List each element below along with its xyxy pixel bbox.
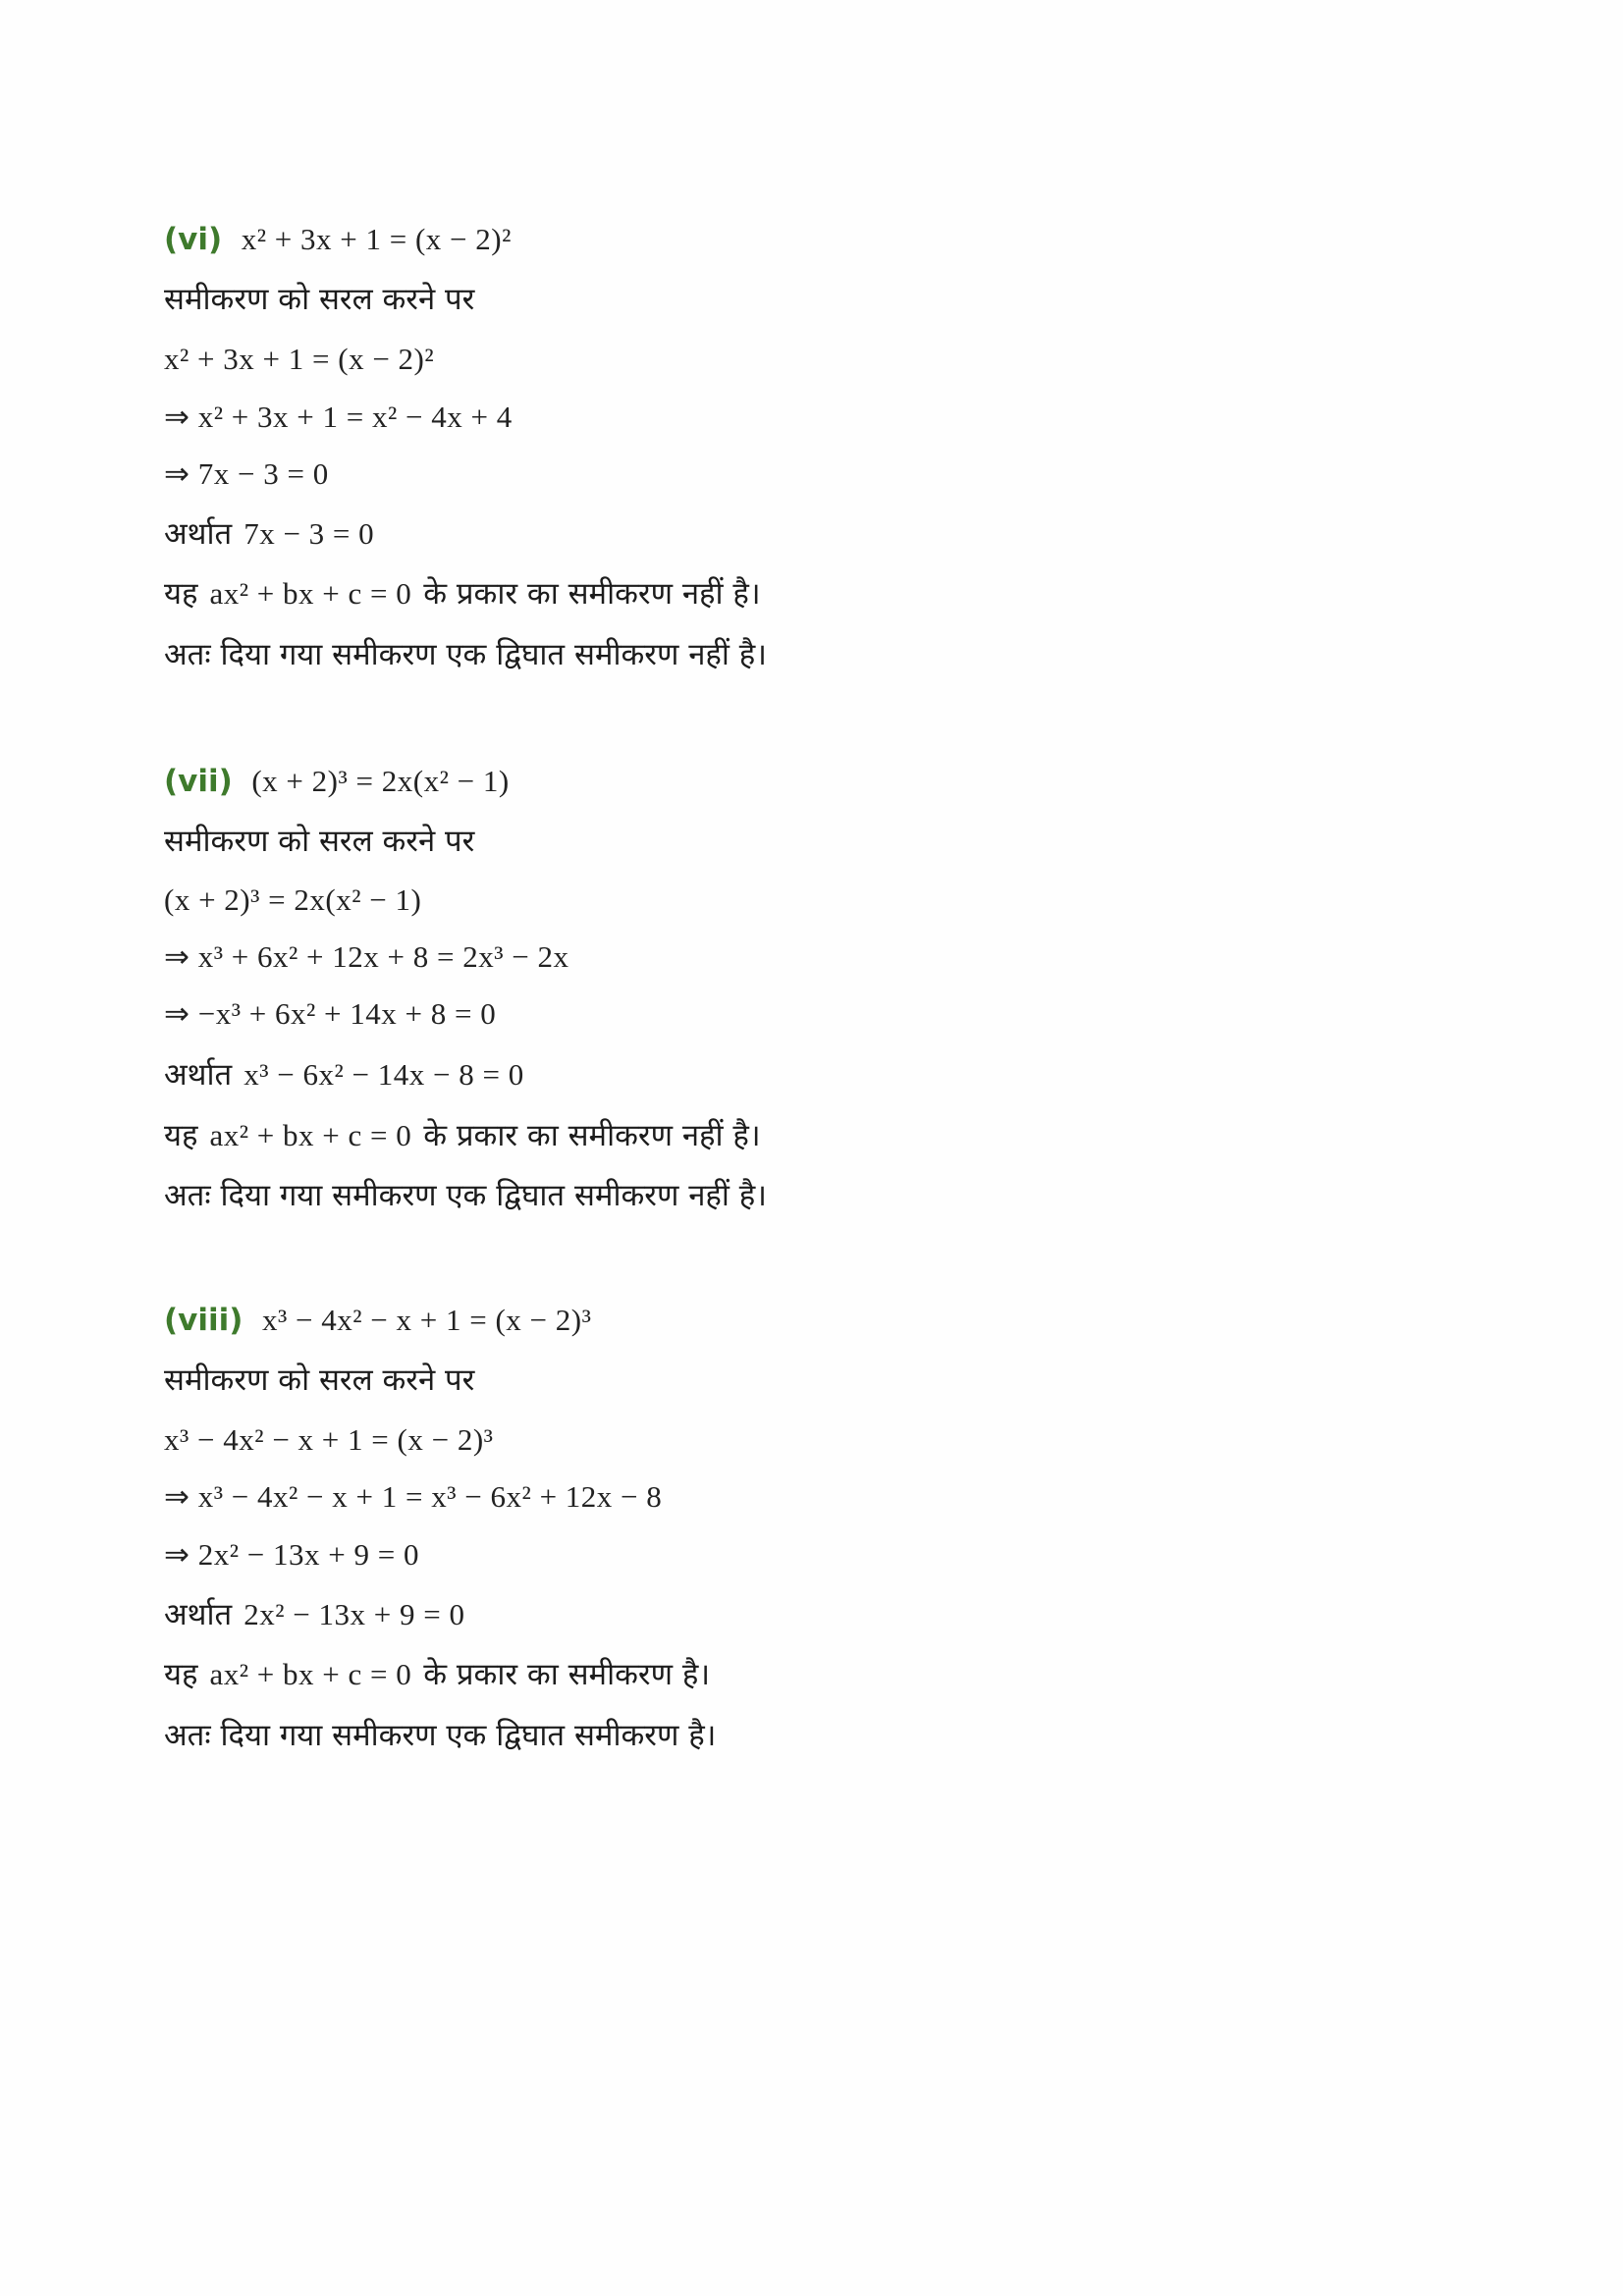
- intro-text: समीकरण को सरल करने पर: [164, 824, 475, 859]
- form-line: [164, 1114, 761, 1157]
- form-prefix: यह: [164, 576, 198, 612]
- therefore-equation: 7x − 3 = 0: [243, 516, 375, 551]
- step-equation: (x + 2)³ = 2x(x² − 1): [164, 882, 422, 917]
- intro-text: समीकरण को सरल करने पर: [164, 282, 475, 317]
- step-equation: x³ − 4x² − x + 1 = (x − 2)³: [164, 1422, 494, 1457]
- therefore-line: [164, 512, 374, 556]
- step-equation: ⇒ x² + 3x + 1 = x² − 4x + 4: [164, 400, 513, 434]
- step-equation: x² + 3x + 1 = (x − 2)²: [164, 342, 435, 376]
- question-equation: x² + 3x + 1 = (x − 2)²: [241, 222, 512, 256]
- step-equation: ⇒ x³ + 6x² + 12x + 8 = 2x³ − 2x: [164, 939, 569, 974]
- question-equation: (x + 2)³ = 2x(x² − 1): [251, 764, 510, 798]
- form-suffix: के प्रकार का समीकरण नहीं है।: [423, 576, 761, 612]
- step-equation: ⇒ 7x − 3 = 0: [164, 456, 329, 491]
- question-equation: x³ − 4x² − x + 1 = (x − 2)³: [261, 1303, 592, 1337]
- form-line: [164, 572, 761, 615]
- therefore-word: अर्थात: [164, 1057, 233, 1093]
- therefore-word: अर्थात: [164, 1597, 233, 1632]
- question-line: [164, 760, 510, 803]
- therefore-equation: x³ − 6x² − 14x − 8 = 0: [243, 1057, 524, 1092]
- step-equation: ⇒ 2x² − 13x + 9 = 0: [164, 1537, 419, 1572]
- question-label: (viii): [164, 1303, 243, 1338]
- therefore-line: [164, 1593, 464, 1636]
- step-equation: ⇒ −x³ + 6x² + 14x + 8 = 0: [164, 996, 497, 1031]
- therefore-line: [164, 1053, 524, 1096]
- standard-form-equation: ax² + bx + c = 0: [209, 576, 412, 611]
- form-prefix: यह: [164, 1657, 198, 1692]
- standard-form-equation: ax² + bx + c = 0: [209, 1118, 412, 1152]
- question-label: (vii): [164, 764, 233, 799]
- therefore-equation: 2x² − 13x + 9 = 0: [243, 1597, 465, 1631]
- intro-text: समीकरण को सरल करने पर: [164, 1362, 475, 1398]
- conclusion-text: अतः दिया गया समीकरण एक द्विघात समीकरण है।: [164, 1718, 717, 1753]
- therefore-word: अर्थात: [164, 516, 233, 552]
- form-line: [164, 1653, 710, 1696]
- form-suffix: के प्रकार का समीकरण नहीं है।: [423, 1118, 761, 1153]
- conclusion-text: अतः दिया गया समीकरण एक द्विघात समीकरण नहीं है।: [164, 637, 767, 672]
- question-line: [164, 1299, 591, 1342]
- question-line: [164, 218, 512, 261]
- form-suffix: के प्रकार का समीकरण है।: [423, 1657, 711, 1692]
- conclusion-text: अतः दिया गया समीकरण एक द्विघात समीकरण नहीं है।: [164, 1178, 767, 1213]
- form-prefix: यह: [164, 1118, 198, 1153]
- standard-form-equation: ax² + bx + c = 0: [209, 1657, 412, 1691]
- step-equation: ⇒ x³ − 4x² − x + 1 = x³ − 6x² + 12x − 8: [164, 1479, 663, 1514]
- question-label: (vi): [164, 222, 223, 257]
